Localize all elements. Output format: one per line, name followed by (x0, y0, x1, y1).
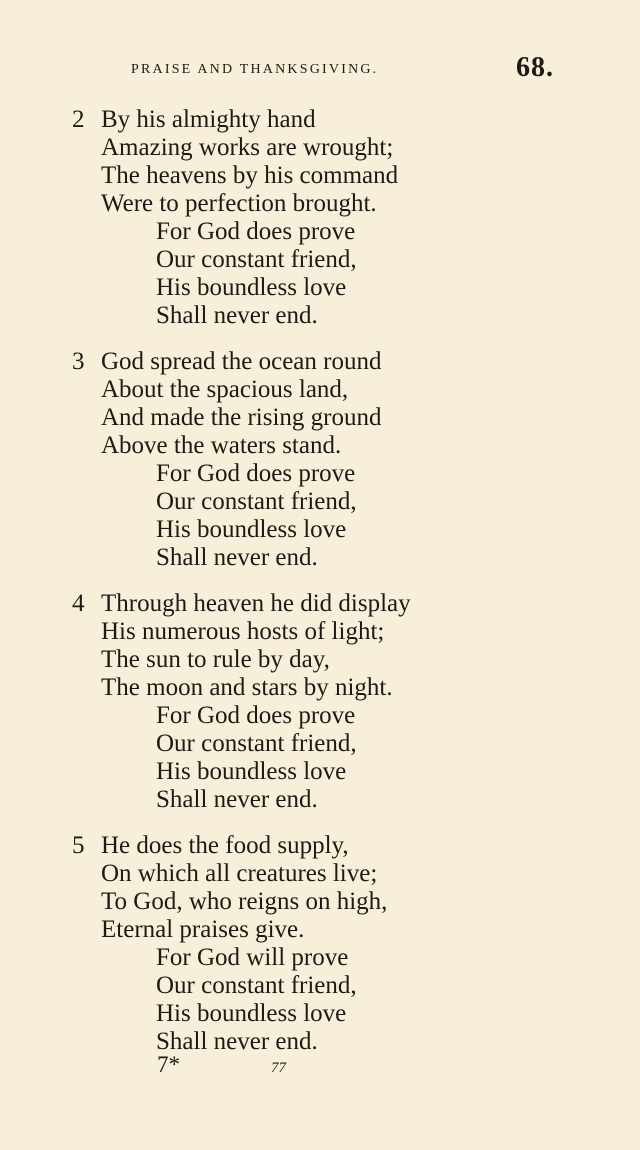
refrain-line: Shall never end. (156, 544, 318, 571)
stanza-number: 5 (72, 832, 85, 859)
stanza (0, 832, 640, 1074)
refrain-line: Shall never end. (156, 786, 318, 813)
verse-line: God spread the ocean round (101, 348, 382, 375)
stanza (0, 348, 640, 590)
refrain-line: Shall never end. (156, 1028, 318, 1055)
verse-line: Above the waters stand. (101, 432, 342, 459)
verse-line: Were to perfection brought. (101, 190, 377, 217)
verse-line: Amazing works are wrought; (101, 134, 394, 161)
verse-line: The moon and stars by night. (101, 674, 393, 701)
verse-line: On which all creatures live; (101, 860, 378, 887)
stanza (0, 106, 640, 348)
verse-line: To God, who reigns on high, (101, 888, 388, 915)
verse-line: By his almighty hand (101, 106, 316, 133)
refrain-line: Shall never end. (156, 302, 318, 329)
verse-line: Through heaven he did display (101, 590, 411, 617)
stanza-number: 4 (72, 590, 85, 617)
refrain-line: For God does prove (156, 460, 356, 487)
hymn-text (0, 106, 640, 1074)
stanza-number: 3 (72, 348, 85, 375)
refrain-line: His boundless love (156, 1000, 347, 1027)
hymn-number: 68. (516, 52, 554, 83)
refrain-line: Our constant friend, (156, 246, 357, 273)
signature-mark: 7* (157, 1052, 180, 1077)
section-title: PRAISE AND THANKSGIVING. (131, 62, 379, 77)
verse-line: About the spacious land, (101, 376, 349, 403)
verse-line: He does the food supply, (101, 832, 349, 859)
verse-line: The heavens by his command (101, 162, 399, 189)
refrain-line: For God does prove (156, 218, 356, 245)
stanza (0, 590, 640, 832)
refrain-line: Our constant friend, (156, 488, 357, 515)
verse-line: His numerous hosts of light; (101, 618, 385, 645)
refrain-line: For God does prove (156, 702, 356, 729)
folio-number: 77 (271, 1060, 286, 1076)
refrain-line: His boundless love (156, 758, 347, 785)
refrain-line: His boundless love (156, 516, 347, 543)
page-footer (0, 1052, 640, 1082)
verse-line: The sun to rule by day, (101, 646, 330, 673)
verse-line: And made the rising ground (101, 404, 382, 431)
refrain-line: Our constant friend, (156, 972, 357, 999)
refrain-line: Our constant friend, (156, 730, 357, 757)
stanza-number: 2 (72, 106, 85, 133)
refrain-line: For God will prove (156, 944, 349, 971)
verse-line: Eternal praises give. (101, 916, 305, 943)
running-head (0, 52, 640, 83)
refrain-line: His boundless love (156, 274, 347, 301)
